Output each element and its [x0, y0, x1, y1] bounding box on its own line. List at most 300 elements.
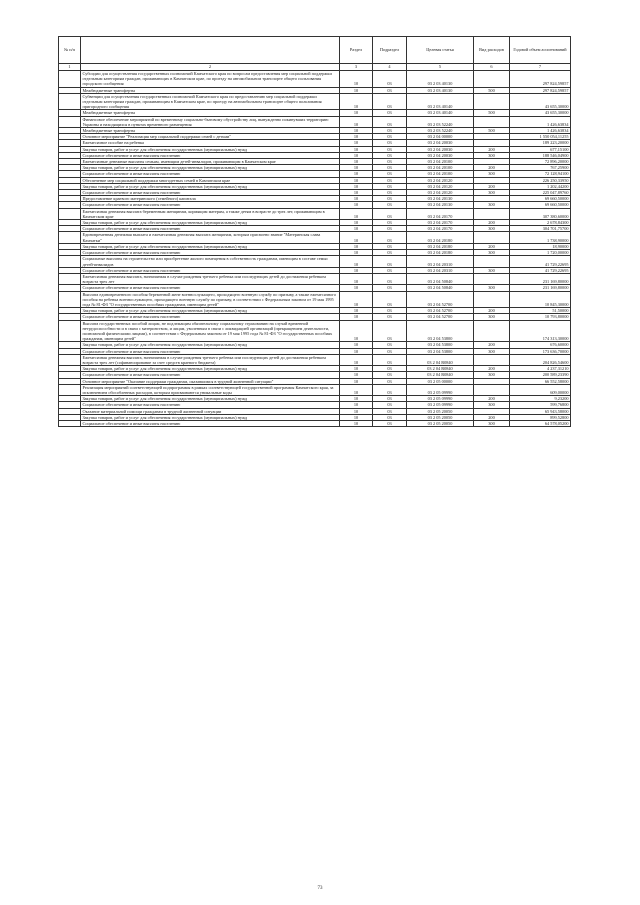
row-podrazdel: 03 [373, 134, 407, 140]
row-razdel: 10 [340, 116, 373, 127]
row-amount: 66 552,58000 [510, 378, 571, 384]
row-podrazdel: 03 [373, 308, 407, 314]
row-expense-type: 300 [474, 190, 510, 196]
row-name: Закупка товаров, работ и услуг для обеспечения государственных (муниципальных) нужд [81, 243, 340, 249]
row-target-article: 03 2 05 20050 [407, 420, 474, 426]
row-expense-type [474, 232, 510, 243]
table-row [59, 420, 571, 426]
row-podrazdel: 03 [373, 291, 407, 308]
row-amount: 10 793,80000 [510, 314, 571, 320]
row-expense-type: 200 [474, 366, 510, 372]
row-name: Социальное обеспечение и иные выплаты населению [81, 250, 340, 256]
row-expense-type: 300 [474, 348, 510, 354]
table-row [59, 116, 571, 127]
row-razdel: 10 [340, 408, 373, 414]
row-name: Закупка товаров, работ и услуг для обеспечения государственных (муниципальных) нужд [81, 308, 340, 314]
row-amount: 899,52800 [510, 414, 571, 420]
row-target-article: 03 2 04 20130 [407, 202, 474, 208]
row-expense-type [474, 384, 510, 395]
row-amount: 189 223,20000 [510, 140, 571, 146]
row-podrazdel: 03 [373, 110, 407, 116]
row-podrazdel: 03 [373, 420, 407, 426]
row-name: Межбюджетные трансферты [81, 110, 340, 116]
row-razdel: 10 [340, 165, 373, 171]
row-number [59, 116, 81, 127]
row-amount: 173 636,70000 [510, 348, 571, 354]
row-razdel: 10 [340, 366, 373, 372]
row-expense-type: 300 [474, 152, 510, 158]
row-razdel: 10 [340, 190, 373, 196]
row-target-article: 03 2 05 20050 [407, 408, 474, 414]
row-target-article: 03 2 05 20050 [407, 414, 474, 420]
row-number [59, 320, 81, 342]
row-amount: 1 738,90000 [510, 232, 571, 243]
row-amount: 676,60000 [510, 342, 571, 348]
row-name: Выплата единовременного пособия беременной жене военнослужащего, проходящего военную службу по призыву, а также ежемесячного пособия на ребенка военнослужащего, проходящего военную службу по призыву, в соответствии с Федеральным законом от 19 мая 1995 года № 81-ФЗ "О государственных пособиях гражданам, имеющим детей" [81, 291, 340, 308]
row-razdel: 10 [340, 402, 373, 408]
row-amount: 225 047,89760 [510, 190, 571, 196]
row-amount: 69 660,50000 [510, 202, 571, 208]
row-amount: 304 701,75700 [510, 226, 571, 232]
row-name: Выплата государственных пособий лицам, не подлежащим обязательному социальному страхованию на случай временной нетрудоспособности и в связи с материнством, и лицам, уволенным в связи с ликвидацией организаций (прекращением деятельности, полномочий физическими лицами), в соответствии с Федеральным законом от 19 мая 1995 года № 81-ФЗ "О государственных пособиях гражданам, имеющим детей" [81, 320, 340, 342]
row-razdel: 10 [340, 196, 373, 202]
row-target-article: 03 2 04 20310 [407, 256, 474, 267]
row-razdel: 10 [340, 273, 373, 284]
row-expense-type [474, 320, 510, 342]
row-target-article: 03 2 04 53800 [407, 342, 474, 348]
row-podrazdel: 03 [373, 396, 407, 402]
row-podrazdel: 03 [373, 208, 407, 219]
row-razdel: 10 [340, 372, 373, 378]
header-annual-amount: Годовой объем ассигнований [510, 37, 571, 64]
row-target-article: 03 2 04 20100 [407, 165, 474, 171]
row-amount: 69 660,50000 [510, 196, 571, 202]
row-target-article: 03 2 04 20130 [407, 196, 474, 202]
row-razdel: 10 [340, 93, 373, 110]
row-target-article: 03 2 04 20180 [407, 243, 474, 249]
row-target-article: 03 2 03 52240 [407, 128, 474, 134]
row-target-article: 03 2 04 20170 [407, 208, 474, 219]
row-target-article: 03 2 04 20030 [407, 146, 474, 152]
row-amount: 9,23200 [510, 396, 571, 402]
row-podrazdel: 03 [373, 402, 407, 408]
row-amount: 188 546,04900 [510, 152, 571, 158]
row-podrazdel: 03 [373, 152, 407, 158]
row-amount: 200 589,23390 [510, 372, 571, 378]
row-podrazdel: 03 [373, 285, 407, 291]
row-name: Закупка товаров, работ и услуг для обеспечения государственных (муниципальных) нужд [81, 165, 340, 171]
header-expense-type: Вид расходов [474, 37, 510, 64]
row-expense-type: 200 [474, 165, 510, 171]
row-name: Социальное обеспечение и иные выплаты населению [81, 267, 340, 273]
row-podrazdel: 03 [373, 220, 407, 226]
row-podrazdel: 03 [373, 171, 407, 177]
row-name: Межбюджетные трансферты [81, 128, 340, 134]
row-amount: 41 729,22695 [510, 256, 571, 267]
row-number [59, 232, 81, 243]
row-podrazdel: 03 [373, 87, 407, 93]
row-target-article: 03 2 04 50840 [407, 285, 474, 291]
row-name: Основное мероприятие "Реализация мер социальной поддержки семей с детьми" [81, 134, 340, 140]
page-number: 73 [317, 886, 323, 891]
row-razdel: 10 [340, 226, 373, 232]
row-name: Социальное обеспечение и иные выплаты населению [81, 171, 340, 177]
row-amount: 609,00000 [510, 384, 571, 395]
row-razdel: 10 [340, 220, 373, 226]
row-number [59, 71, 81, 88]
row-target-article: 03 2 03 40130 [407, 87, 474, 93]
row-number [59, 208, 81, 219]
row-razdel: 10 [340, 348, 373, 354]
row-name: Социальное обеспечение и иные выплаты населению [81, 190, 340, 196]
row-razdel: 10 [340, 396, 373, 402]
row-target-article: 03 2 04 R0840 [407, 354, 474, 365]
row-podrazdel: 03 [373, 354, 407, 365]
table-row [59, 273, 571, 284]
row-target-article: 03 2 04 20180 [407, 232, 474, 243]
row-razdel: 10 [340, 250, 373, 256]
row-expense-type: 500 [474, 128, 510, 134]
row-expense-type: 200 [474, 342, 510, 348]
row-expense-type: 300 [474, 171, 510, 177]
row-razdel: 10 [340, 320, 373, 342]
row-target-article: 03 2 04 52700 [407, 308, 474, 314]
row-name: Социальное обеспечение и иные выплаты населению [81, 372, 340, 378]
row-razdel: 10 [340, 267, 373, 273]
row-podrazdel: 03 [373, 226, 407, 232]
row-target-article: 03 2 04 20120 [407, 190, 474, 196]
row-name: Закупка товаров, работ и услуг для обеспечения государственных (муниципальных) нужд [81, 220, 340, 226]
row-amount: 41 729,22695 [510, 267, 571, 273]
row-razdel: 10 [340, 342, 373, 348]
row-name: Социальное обеспечение и иные выплаты населению [81, 202, 340, 208]
row-target-article: 03 2 04 53800 [407, 348, 474, 354]
row-amount: 1 426,63834 [510, 116, 571, 127]
row-razdel: 10 [340, 354, 373, 365]
row-name: Предоставление краевого материнского (семейного) капитала [81, 196, 340, 202]
row-expense-type [474, 116, 510, 127]
row-amount: 51,50000 [510, 308, 571, 314]
table-header-row [59, 37, 571, 64]
row-target-article: 03 2 04 20180 [407, 250, 474, 256]
row-target-article: 03 2 04 R0840 [407, 366, 474, 372]
row-podrazdel: 03 [373, 372, 407, 378]
row-expense-type: 300 [474, 285, 510, 291]
row-name: Ежемесячная денежная выплата беременным женщинам, кормящим матерям, а также детям в возрасте до трех лет, проживающим в Камчатском крае [81, 208, 340, 219]
row-expense-type [474, 291, 510, 308]
column-number-row [59, 64, 571, 71]
table-row [59, 384, 571, 395]
row-podrazdel: 03 [373, 378, 407, 384]
row-razdel: 10 [340, 171, 373, 177]
row-name: Субвенции для осуществления государственных полномочий Камчатского края по предоставлению мер социальной поддержки отдельным категориям граждан, проживающим в Камчатском крае, по проезду на автомобильном транспорте общего пользования пригородного сообщения [81, 93, 340, 110]
column-number: 6 [474, 64, 510, 71]
row-podrazdel: 03 [373, 93, 407, 110]
row-amount: 677,15100 [510, 146, 571, 152]
row-podrazdel: 03 [373, 159, 407, 165]
table-row [59, 320, 571, 342]
document-sheet [58, 36, 570, 427]
row-amount: 64 578,05200 [510, 420, 571, 426]
row-podrazdel: 03 [373, 348, 407, 354]
row-expense-type: 200 [474, 308, 510, 314]
row-expense-type: 200 [474, 396, 510, 402]
row-podrazdel: 03 [373, 366, 407, 372]
row-number [59, 291, 81, 308]
row-amount: 1 720,00000 [510, 250, 571, 256]
row-amount: 231 169,80000 [510, 285, 571, 291]
row-name: Закупка товаров, работ и услуг для обеспечения государственных (муниципальных) нужд [81, 366, 340, 372]
row-razdel: 10 [340, 183, 373, 189]
row-razdel: 10 [340, 384, 373, 395]
row-expense-type: 200 [474, 243, 510, 249]
row-name: Ежемесячная денежная выплата, назначаемая в случае рождения третьего ребенка или последующих детей до достижения ребенком возраста трех лет [81, 273, 340, 284]
row-target-article: 03 2 04 50840 [407, 273, 474, 284]
row-podrazdel: 03 [373, 183, 407, 189]
row-name: Социальное обеспечение и иные выплаты населению [81, 348, 340, 354]
row-razdel: 10 [340, 87, 373, 93]
row-name: Социальное обеспечение и иные выплаты населению [81, 226, 340, 232]
row-podrazdel: 03 [373, 320, 407, 342]
row-podrazdel: 03 [373, 140, 407, 146]
row-razdel: 10 [340, 378, 373, 384]
row-target-article: 03 2 04 52700 [407, 291, 474, 308]
row-podrazdel: 03 [373, 384, 407, 395]
row-name: Финансовое обеспечение мероприятий по временному социально-бытовому обустройству лиц, вынужденно покинувших территорию Украины и находящихся в пунктах временного размещения [81, 116, 340, 127]
row-target-article: 03 2 04 20100 [407, 171, 474, 177]
row-amount: 43 655,30000 [510, 93, 571, 110]
row-name: Социальное обеспечение и иные выплаты населению [81, 152, 340, 158]
row-expense-type: 300 [474, 226, 510, 232]
row-razdel: 10 [340, 159, 373, 165]
budget-table [58, 36, 571, 427]
row-name: Реализация мероприятий соответствующей подпрограммы в рамках соответствующей государственной программы Камчатского края, за исключением обособленных расходов, которым присваиваются уникальные коды [81, 384, 340, 395]
row-name: Единовременная денежная выплата и ежемесячная денежная выплата женщинам, которым присвоено звание "Материнская слава Камчатки" [81, 232, 340, 243]
row-amount: 599,76800 [510, 402, 571, 408]
row-target-article: 03 2 04 20170 [407, 226, 474, 232]
row-podrazdel: 03 [373, 232, 407, 243]
row-target-article: 03 2 04 52700 [407, 314, 474, 320]
row-amount: 72 896,20000 [510, 159, 571, 165]
row-amount: 1 426,63834 [510, 128, 571, 134]
row-razdel: 10 [340, 414, 373, 420]
row-expense-type: 500 [474, 110, 510, 116]
row-name: Социальные выплаты на строительство или приобретение жилого помещения в собственность гражданам, имеющим в составе семьи детей-инвалидов [81, 256, 340, 267]
row-razdel: 10 [340, 140, 373, 146]
row-target-article: 03 2 03 40140 [407, 93, 474, 110]
row-number [59, 420, 81, 426]
row-name: Закупка товаров, работ и услуг для обеспечения государственных (муниципальных) нужд [81, 396, 340, 402]
row-podrazdel: 03 [373, 116, 407, 127]
row-target-article: 03 2 04 20030 [407, 152, 474, 158]
row-razdel: 10 [340, 243, 373, 249]
row-expense-type: 300 [474, 250, 510, 256]
header-num: № п/п [59, 37, 81, 64]
row-podrazdel: 03 [373, 314, 407, 320]
row-target-article: 03 2 04 53800 [407, 320, 474, 342]
row-target-article: 03 2 05 09990 [407, 396, 474, 402]
row-podrazdel: 03 [373, 196, 407, 202]
row-target-article: 03 2 04 20310 [407, 267, 474, 273]
row-name: Субсидии для осуществления государственных полномочий Камчатского края по вопросам предоставления мер социальной поддержки отдельным категориям граждан, проживающих в Камчатском крае, по проезду на автомобильном транспорте общего пользования городского сообщения [81, 71, 340, 88]
row-razdel: 10 [340, 146, 373, 152]
row-razdel: 10 [340, 134, 373, 140]
header-name [81, 37, 340, 64]
row-podrazdel: 03 [373, 165, 407, 171]
row-expense-type: 300 [474, 402, 510, 408]
row-expense-type: 200 [474, 220, 510, 226]
row-amount: 4 237,31210 [510, 366, 571, 372]
row-podrazdel: 03 [373, 202, 407, 208]
header-podrazdel: Подраздел [373, 37, 407, 64]
row-target-article: 03 2 05 09990 [407, 402, 474, 408]
column-number: 3 [340, 64, 373, 71]
row-expense-type: 200 [474, 414, 510, 420]
table-row [59, 232, 571, 243]
row-amount: 226 250,33950 [510, 177, 571, 183]
header-razdel: Раздел [340, 37, 373, 64]
row-number [59, 354, 81, 365]
row-name: Закупка товаров, работ и услуг для обеспечения государственных (муниципальных) нужд [81, 414, 340, 420]
row-expense-type: 200 [474, 183, 510, 189]
row-podrazdel: 03 [373, 250, 407, 256]
row-target-article: 03 2 04 20170 [407, 220, 474, 226]
row-number [59, 273, 81, 284]
row-amount: 1 202,44200 [510, 183, 571, 189]
row-target-article: 03 2 05 09990 [407, 384, 474, 395]
row-name: Ежемесячное пособие на ребенка [81, 140, 340, 146]
row-expense-type [474, 208, 510, 219]
row-number [59, 256, 81, 267]
row-expense-type: 300 [474, 420, 510, 426]
column-number: 2 [81, 64, 340, 71]
row-razdel: 10 [340, 208, 373, 219]
row-amount: 10 845,30000 [510, 291, 571, 308]
row-expense-type: 500 [474, 87, 510, 93]
row-target-article: 03 2 04 20120 [407, 183, 474, 189]
row-razdel: 10 [340, 308, 373, 314]
row-name: Закупка товаров, работ и услуг для обеспечения государственных (муниципальных) нужд [81, 342, 340, 348]
row-name: Межбюджетные трансферты [81, 87, 340, 93]
row-amount: 1 550 054,11255 [510, 134, 571, 140]
row-amount: 767,25900 [510, 165, 571, 171]
row-expense-type: 300 [474, 202, 510, 208]
row-podrazdel: 03 [373, 408, 407, 414]
row-amount: 204 826,54600 [510, 354, 571, 365]
row-name: Обеспечение мер социальной поддержки многодетных семей в Камчатском крае [81, 177, 340, 183]
row-podrazdel: 03 [373, 273, 407, 284]
row-podrazdel: 03 [373, 342, 407, 348]
row-podrazdel: 03 [373, 414, 407, 420]
row-amount: 72 128,94100 [510, 171, 571, 177]
row-podrazdel: 03 [373, 190, 407, 196]
row-razdel: 10 [340, 232, 373, 243]
row-podrazdel: 03 [373, 267, 407, 273]
row-target-article: 03 2 04 20030 [407, 140, 474, 146]
row-target-article: 03 2 03 52240 [407, 116, 474, 127]
row-razdel: 10 [340, 291, 373, 308]
row-podrazdel: 03 [373, 128, 407, 134]
row-expense-type: 300 [474, 372, 510, 378]
table-row [59, 93, 571, 110]
table-row [59, 208, 571, 219]
column-number: 1 [59, 64, 81, 71]
table-body [59, 71, 571, 427]
row-razdel: 10 [340, 110, 373, 116]
row-number [59, 384, 81, 395]
row-amount: 174 313,30000 [510, 320, 571, 342]
row-name: Закупка товаров, работ и услуг для обеспечения государственных (муниципальных) нужд [81, 146, 340, 152]
row-name: Закупка товаров, работ и услуг для обеспечения государственных (муниципальных) нужд [81, 183, 340, 189]
row-target-article: 03 2 04 20120 [407, 177, 474, 183]
row-razdel: 10 [340, 71, 373, 88]
row-podrazdel: 03 [373, 146, 407, 152]
row-razdel: 10 [340, 256, 373, 267]
row-amount: 18,90000 [510, 243, 571, 249]
row-expense-type: 300 [474, 314, 510, 320]
row-expense-type [474, 256, 510, 267]
row-podrazdel: 03 [373, 177, 407, 183]
row-target-article: 03 2 05 00000 [407, 378, 474, 384]
row-podrazdel: 03 [373, 71, 407, 88]
row-target-article: 03 2 03 40140 [407, 110, 474, 116]
row-amount: 297 824,59857 [510, 87, 571, 93]
row-razdel: 10 [340, 285, 373, 291]
row-name: Социальное обеспечение и иные выплаты населению [81, 314, 340, 320]
header-target-article: Целевая статья [407, 37, 474, 64]
table-row [59, 354, 571, 365]
table-row [59, 256, 571, 267]
row-target-article: 03 2 03 40130 [407, 71, 474, 88]
row-amount: 297 824,59857 [510, 71, 571, 88]
row-amount: 307 380,60000 [510, 208, 571, 219]
row-amount: 43 655,30000 [510, 110, 571, 116]
row-name: Ежемесячные денежные выплаты семьям, имеющим детей-инвалидов, проживающим в Камчатском крае [81, 159, 340, 165]
column-number: 7 [510, 64, 571, 71]
table-row [59, 291, 571, 308]
row-target-article: 03 2 04 R0840 [407, 372, 474, 378]
row-razdel: 10 [340, 177, 373, 183]
column-number: 5 [407, 64, 474, 71]
row-target-article: 03 2 04 20100 [407, 159, 474, 165]
row-number [59, 93, 81, 110]
row-amount: 2 678,84300 [510, 220, 571, 226]
row-name: Основное мероприятие "Оказание поддержки гражданам, оказавшимся в трудной жизненной ситуации" [81, 378, 340, 384]
row-razdel: 10 [340, 314, 373, 320]
row-expense-type [474, 273, 510, 284]
row-name: Социальное обеспечение и иные выплаты населению [81, 285, 340, 291]
row-podrazdel: 03 [373, 256, 407, 267]
row-target-article: 03 2 04 00000 [407, 134, 474, 140]
row-expense-type [474, 354, 510, 365]
row-name: Социальное обеспечение и иные выплаты населению [81, 420, 340, 426]
row-name: Социальное обеспечение и иные выплаты населению [81, 402, 340, 408]
row-razdel: 10 [340, 128, 373, 134]
row-expense-type [474, 71, 510, 88]
row-podrazdel: 03 [373, 243, 407, 249]
row-name: Оказание материальной помощи гражданам в трудной жизненной ситуации [81, 408, 340, 414]
row-amount: 65 943,58000 [510, 408, 571, 414]
row-name: Ежемесячная денежная выплата, назначаемая в случае рождения третьего ребенка или последующих детей до достижения ребенком возраста трех лет (софинансирование за счет средств краевого бюджета) [81, 354, 340, 365]
row-expense-type [474, 93, 510, 110]
table-row [59, 71, 571, 88]
row-razdel: 10 [340, 420, 373, 426]
row-amount: 231 169,80000 [510, 273, 571, 284]
row-expense-type: 300 [474, 267, 510, 273]
column-number: 4 [373, 64, 407, 71]
row-razdel: 10 [340, 152, 373, 158]
row-razdel: 10 [340, 202, 373, 208]
